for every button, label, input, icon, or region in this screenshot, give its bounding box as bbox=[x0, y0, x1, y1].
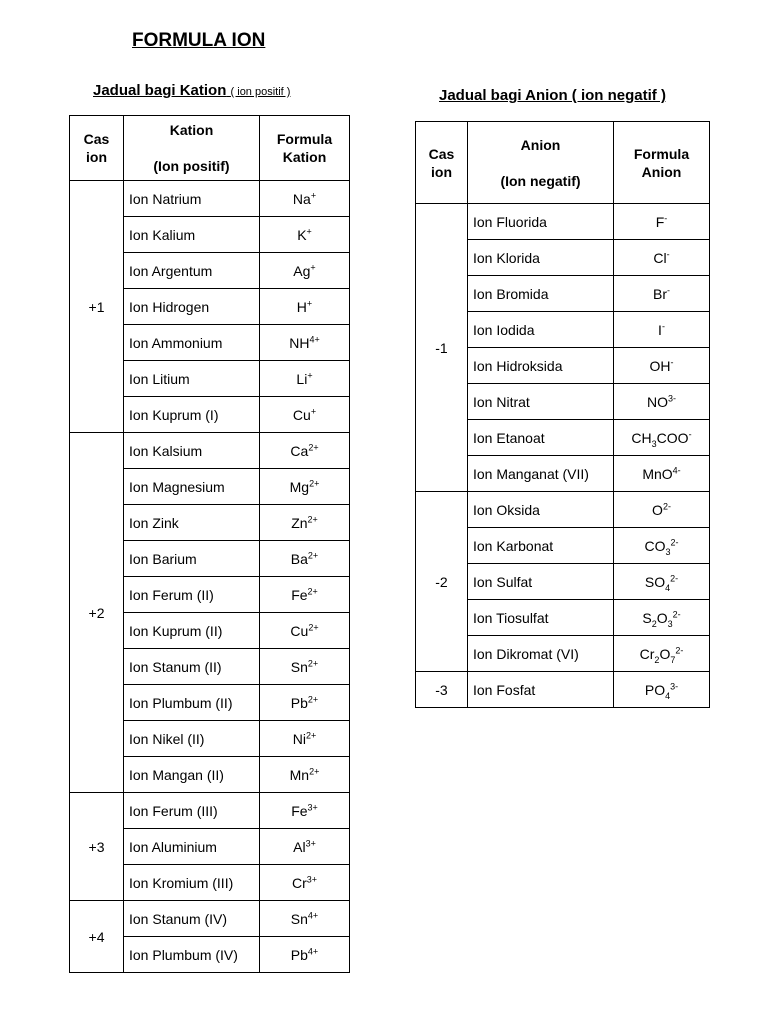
ion-formula-cell: $Pb^{4+}$ bbox=[260, 937, 350, 973]
ion-name-cell: Ion Hidrogen bbox=[124, 289, 260, 325]
charge-cell: +3 bbox=[70, 793, 124, 901]
ion-name-cell: Ion Tiosulfat bbox=[468, 600, 614, 636]
ion-name-cell: Ion Nitrat bbox=[468, 384, 614, 420]
ion-name-cell: Ion Kalium bbox=[124, 217, 260, 253]
ion-formula-cell: $Pb^{2+}$ bbox=[260, 685, 350, 721]
header-line: ion bbox=[86, 149, 107, 165]
charge-cell: +2 bbox=[70, 433, 124, 793]
ion-name-cell: Ion Natrium bbox=[124, 181, 260, 217]
ion-name-cell: Ion Oksida bbox=[468, 492, 614, 528]
ion-formula-cell: $Zn^{2+}$ bbox=[260, 505, 350, 541]
ion-formula-cell: K+ bbox=[260, 217, 350, 253]
table-row bbox=[416, 492, 710, 528]
anion-table bbox=[415, 121, 710, 708]
ion-name-cell: Ion Etanoat bbox=[468, 420, 614, 456]
anion-formula-column-header bbox=[614, 122, 710, 204]
ion-name-cell: Ion Zink bbox=[124, 505, 260, 541]
ion-formula-cell: $Cu^{2+}$ bbox=[260, 613, 350, 649]
ion-formula-cell: $CO_3^{2-}$ bbox=[614, 528, 710, 564]
ion-formula-cell: $NO^{3-}$ bbox=[614, 384, 710, 420]
ion-formula-cell: Ag+ bbox=[260, 253, 350, 289]
ion-formula-cell: $Ca^{2+}$ bbox=[260, 433, 350, 469]
ion-formula-cell: $NH^{4+}$ bbox=[260, 325, 350, 361]
cation-formula-column-header bbox=[260, 116, 350, 181]
ion-formula-cell: $Ba^{2+}$ bbox=[260, 541, 350, 577]
ion-name-cell: Ion Fosfat bbox=[468, 672, 614, 708]
header-line: Kation bbox=[282, 149, 327, 165]
ion-formula-cell: OH- bbox=[614, 348, 710, 384]
ion-name-cell: Ion Klorida bbox=[468, 240, 614, 276]
ion-name-cell: Ion Plumbum (IV) bbox=[124, 937, 260, 973]
ion-formula-cell: Cu+ bbox=[260, 397, 350, 433]
header-line: Cas bbox=[83, 131, 110, 147]
header-line: Anion bbox=[520, 136, 561, 153]
ion-name-cell: Ion Barium bbox=[124, 541, 260, 577]
header-line: (Ion negatif) bbox=[500, 172, 581, 189]
ion-name-cell: Ion Manganat (VII) bbox=[468, 456, 614, 492]
ion-name-cell: Ion Argentum bbox=[124, 253, 260, 289]
charge-cell: +4 bbox=[70, 901, 124, 973]
ion-formula-cell: F- bbox=[614, 204, 710, 240]
ion-formula-cell: H+ bbox=[260, 289, 350, 325]
ion-name-cell: Ion Karbonat bbox=[468, 528, 614, 564]
ion-formula-cell: $Mg^{2+}$ bbox=[260, 469, 350, 505]
ion-name-cell: Ion Fluorida bbox=[468, 204, 614, 240]
ion-name-cell: Ion Ferum (III) bbox=[124, 793, 260, 829]
ion-name-cell: Ion Litium bbox=[124, 361, 260, 397]
header-line: ion bbox=[431, 163, 452, 180]
cation-heading-note: ( ion positif ) bbox=[230, 86, 291, 98]
ion-name-cell: Ion Magnesium bbox=[124, 469, 260, 505]
ion-name-cell: Ion Stanum (II) bbox=[124, 649, 260, 685]
ion-formula-cell: $SO_4^{2-}$ bbox=[614, 564, 710, 600]
ion-formula-cell: MnO$^{4-}$ bbox=[614, 456, 710, 492]
ion-formula-cell: $Cr^{3+}$ bbox=[260, 865, 350, 901]
ion-formula-cell: $Ni^{2+}$ bbox=[260, 721, 350, 757]
header-line: (Ion positif) bbox=[153, 158, 230, 174]
table-row bbox=[416, 672, 710, 708]
ion-name-cell: Ion Iodida bbox=[468, 312, 614, 348]
ion-formula-cell: Na+ bbox=[260, 181, 350, 217]
ion-formula-cell: $CH_3COO^-$ bbox=[614, 420, 710, 456]
ion-name-cell: Ion Dikromat (VI) bbox=[468, 636, 614, 672]
charge-cell: -1 bbox=[416, 204, 468, 492]
header-line: Formula bbox=[276, 131, 333, 147]
ion-formula-cell: Br- bbox=[614, 276, 710, 312]
ion-formula-cell: $PO_4^{3-}$ bbox=[614, 672, 710, 708]
anion-table-body bbox=[416, 204, 710, 708]
charge-cell: -3 bbox=[416, 672, 468, 708]
ion-formula-cell: $Al^{3+}$ bbox=[260, 829, 350, 865]
charge-cell: +1 bbox=[70, 181, 124, 433]
ion-formula-cell: $Cr_2O_7^{2-}$ bbox=[614, 636, 710, 672]
ion-name-cell: Ion Aluminium bbox=[124, 829, 260, 865]
ion-name-cell: Ion Nikel (II) bbox=[124, 721, 260, 757]
table-row bbox=[70, 901, 350, 937]
ion-formula-cell: $S_2O_3^{2-}$ bbox=[614, 600, 710, 636]
ion-formula-cell: $Fe^{2+}$ bbox=[260, 577, 350, 613]
ion-formula-cell: Cl- bbox=[614, 240, 710, 276]
header-line: Anion bbox=[641, 163, 682, 180]
ion-formula-cell: $Sn^{4+}$ bbox=[260, 901, 350, 937]
ion-formula-cell: $Fe^{3+}$ bbox=[260, 793, 350, 829]
table-row bbox=[416, 204, 710, 240]
ion-formula-cell: I- bbox=[614, 312, 710, 348]
ion-name-cell: Ion Hidroksida bbox=[468, 348, 614, 384]
ion-name-cell: Ion Ammonium bbox=[124, 325, 260, 361]
cation-table-heading bbox=[93, 82, 290, 99]
cation-heading-text: Jadual bagi Kation bbox=[93, 82, 227, 99]
cation-table-body bbox=[70, 181, 350, 973]
table-row bbox=[70, 181, 350, 217]
header-line: Formula bbox=[633, 145, 690, 162]
anion-name-column-header bbox=[468, 122, 614, 204]
anion-table-heading: Jadual bagi Anion ( ion negatif ) bbox=[439, 87, 666, 104]
ion-name-cell: Ion Bromida bbox=[468, 276, 614, 312]
ion-name-cell: Ion Kuprum (II) bbox=[124, 613, 260, 649]
header-line: Kation bbox=[169, 122, 214, 138]
ion-formula-cell: Li+ bbox=[260, 361, 350, 397]
ion-formula-cell: $Mn^{2+}$ bbox=[260, 757, 350, 793]
ion-name-cell: Ion Stanum (IV) bbox=[124, 901, 260, 937]
ion-name-cell: Ion Ferum (II) bbox=[124, 577, 260, 613]
table-row bbox=[70, 433, 350, 469]
header-line: Cas bbox=[428, 145, 455, 162]
table-row bbox=[70, 793, 350, 829]
ion-name-cell: Ion Kuprum (I) bbox=[124, 397, 260, 433]
ion-name-cell: Ion Plumbum (II) bbox=[124, 685, 260, 721]
ion-name-cell: Ion Sulfat bbox=[468, 564, 614, 600]
ion-name-cell: Ion Mangan (II) bbox=[124, 757, 260, 793]
charge-column-header bbox=[416, 122, 468, 204]
charge-column-header bbox=[70, 116, 124, 181]
cation-table bbox=[69, 115, 350, 973]
ion-formula-cell: $O^{2-}$ bbox=[614, 492, 710, 528]
ion-name-cell: Ion Kalsium bbox=[124, 433, 260, 469]
cation-name-column-header bbox=[124, 116, 260, 181]
charge-cell: -2 bbox=[416, 492, 468, 672]
ion-formula-cell: $Sn^{2+}$ bbox=[260, 649, 350, 685]
page-title: FORMULA ION bbox=[132, 30, 266, 51]
ion-name-cell: Ion Kromium (III) bbox=[124, 865, 260, 901]
